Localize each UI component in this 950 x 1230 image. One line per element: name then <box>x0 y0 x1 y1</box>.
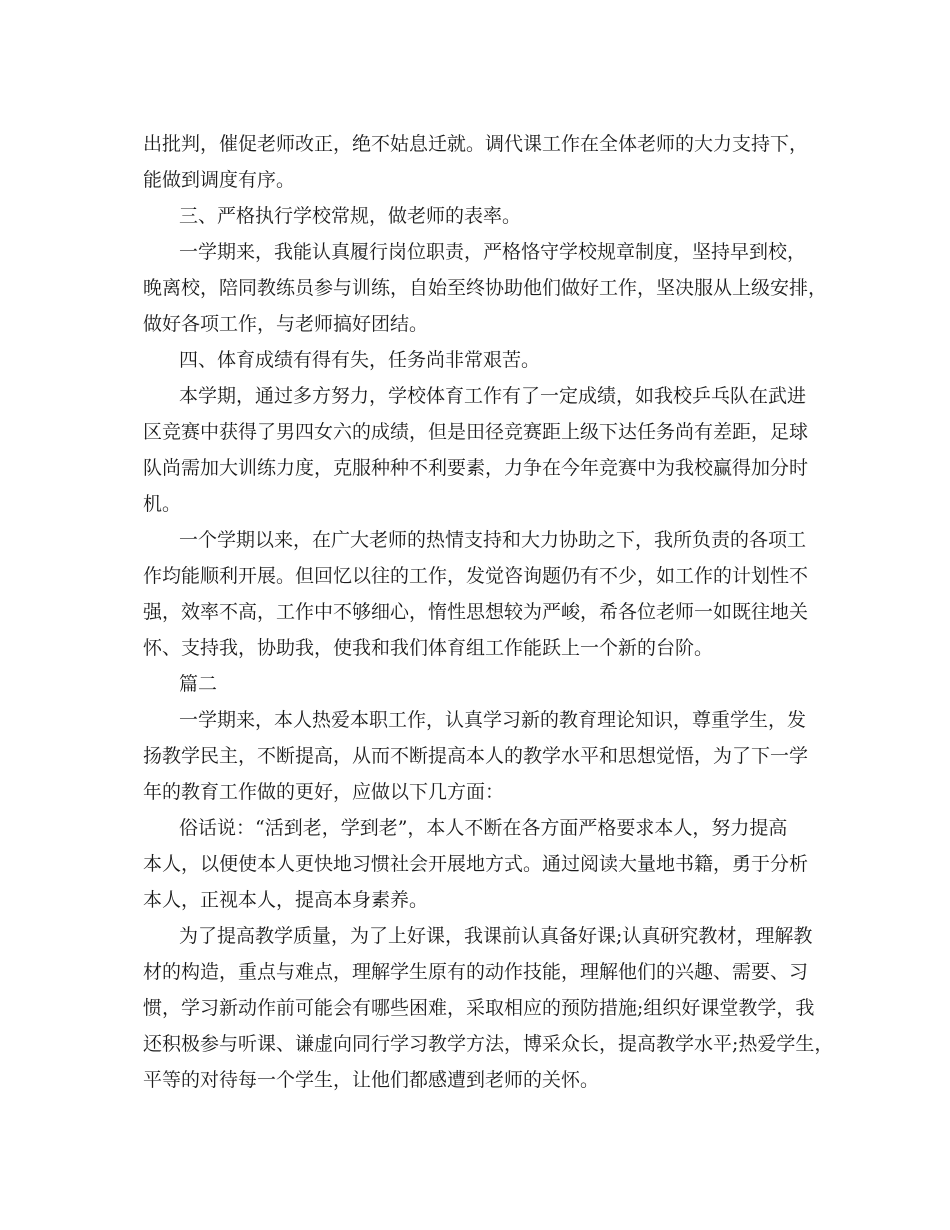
part-heading: 篇二 <box>179 673 218 695</box>
text-line: 还积极参与听课、谦虚向同行学习教学方法，博采众长，提高教学水平;热爱学生， <box>143 1033 834 1055</box>
text-line: 俗话说：“活到老，学到老”，本人不断在各方面严格要求本人，努力提高 <box>179 817 788 839</box>
text-line: 年的教育工作做的更好，应做以下几方面： <box>143 781 505 803</box>
text-line: 一学期来，本人热爱本职工作，认真学习新的教育理论知识，尊重学生，发 <box>179 709 807 731</box>
text-line: 一学期来，我能认真履行岗位职责，严格恪守学校规章制度，坚持早到校， <box>179 241 807 263</box>
text-line: 为了提高教学质量，为了上好课，我课前认真备好课;认真研究教材，理解教 <box>179 925 813 947</box>
text-line: 作均能顺利开展。但回忆以往的工作，发觉咨询题仍有不少，如工作的计划性不 <box>143 565 809 587</box>
text-line: 扬教学民主，不断提高，从而不断提高本人的教学水平和思想觉悟，为了下一学 <box>143 745 809 767</box>
text-line: 本人，以便使本人更快地习惯社会开展地方式。通过阅读大量地书籍，勇于分析 <box>143 853 809 875</box>
section-heading: 四、体育成绩有得有失，任务尚非常艰苦。 <box>179 349 541 371</box>
text-line: 队尚需加大训练力度，克服种种不利要素，力争在今年竞赛中为我校赢得加分时 <box>143 457 809 479</box>
section-heading: 三、严格执行学校常规，做老师的表率。 <box>179 205 522 227</box>
text-line: 机。 <box>143 493 182 515</box>
text-line: 晚离校，陪同教练员参与训练，自始至终协助他们做好工作，坚决服从上级安排， <box>143 277 828 299</box>
text-line: 材的构造，重点与难点，理解学生原有的动作技能，理解他们的兴趣、需要、习 <box>143 961 809 983</box>
text-line: 本学期，通过多方努力，学校体育工作有了一定成绩，如我校乒乓队在武进 <box>179 385 807 407</box>
text-line: 强，效率不高，工作中不够细心，惰性思想较为严峻，希各位老师一如既往地关 <box>143 601 809 623</box>
text-line: 惯，学习新动作前可能会有哪些困难，采取相应的预防措施;组织好课堂教学，我 <box>143 997 815 1019</box>
text-line: 怀、支持我，协助我，使我和我们体育组工作能跃上一个新的台阶。 <box>143 637 714 659</box>
text-line: 平等的对待每一个学生，让他们都感遭到老师的关怀。 <box>143 1069 600 1091</box>
text-line: 一个学期以来，在广大老师的热情支持和大力协助之下，我所负责的各项工 <box>179 529 807 551</box>
text-line: 能做到调度有序。 <box>143 169 296 191</box>
text-line: 出批判，催促老师改正，绝不姑息迁就。调代课工作在全体老师的大力支持下， <box>143 133 809 155</box>
text-line: 区竞赛中获得了男四女六的成绩，但是田径竞赛距上级下达任务尚有差距，足球 <box>143 421 809 443</box>
text-line: 本人，正视本人，提高本身素养。 <box>143 889 429 911</box>
text-line: 做好各项工作，与老师搞好团结。 <box>143 313 429 335</box>
